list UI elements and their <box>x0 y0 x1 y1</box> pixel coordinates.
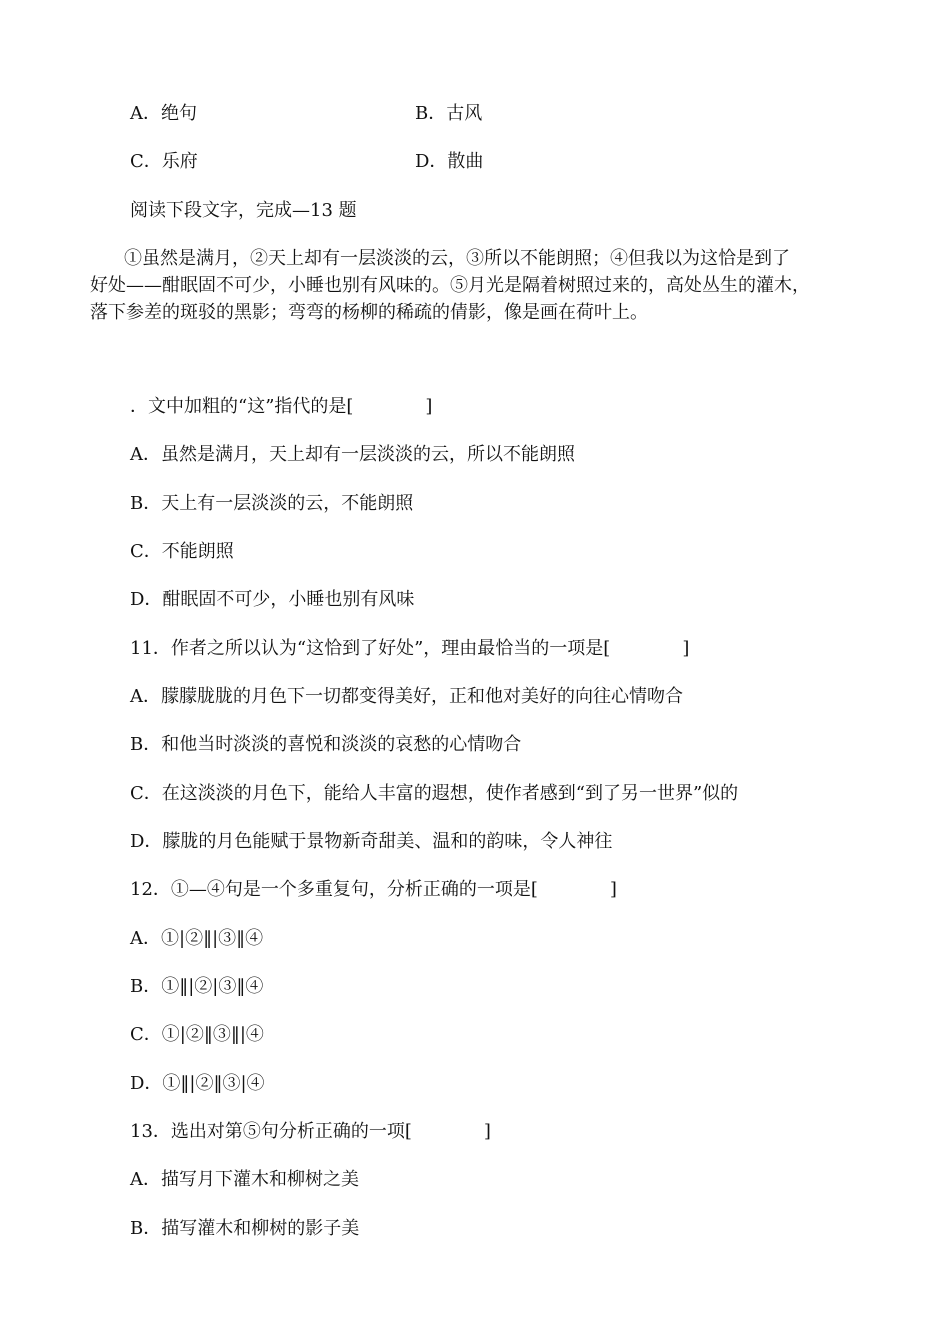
question-12-option-a: A．①|②‖|③‖④ <box>130 928 264 949</box>
reading-instruction: 阅读下段文字，完成—13 题 <box>130 200 357 221</box>
question-10-option-d: D．酣眠固不可少，小睡也别有风味 <box>130 589 415 610</box>
option-d-sanqu: D．散曲 <box>415 151 484 172</box>
question-12-option-c: C．①|②‖③‖|④ <box>130 1024 264 1045</box>
passage-line-2: 好处——酣眠固不可少，小睡也别有风味的。⑤月光是隔着树照过来的，高处丛生的灌木， <box>90 275 810 296</box>
passage-line-1: ①虽然是满月，②天上却有一层淡淡的云，③所以不能朗照；④但我以为这恰是到了 <box>124 248 790 269</box>
question-13-stem: 13．选出对第⑤句分析正确的一项[ ] <box>130 1121 491 1142</box>
question-11-option-a: A．朦朦胧胧的月色下一切都变得美好，正和他对美好的向往心情吻合 <box>130 686 683 707</box>
option-b-gufeng: B．古风 <box>415 103 483 124</box>
question-11-option-c: C．在这淡淡的月色下，能给人丰富的遐想，使作者感到“到了另一世界”似的 <box>130 783 739 804</box>
option-a-jueju: A．绝句 <box>130 103 197 124</box>
question-12-stem: 12．①—④句是一个多重复句，分析正确的一项是[ ] <box>130 879 617 900</box>
question-10-option-c: C．不能朗照 <box>130 541 234 562</box>
question-13-option-a: A．描写月下灌木和柳树之美 <box>130 1169 359 1190</box>
question-13-option-b: B．描写灌木和柳树的影子美 <box>130 1218 360 1239</box>
question-12-option-d: D．①‖|②‖③|④ <box>130 1073 265 1094</box>
passage-line-3: 落下参差的斑驳的黑影；弯弯的杨柳的稀疏的倩影，像是画在荷叶上。 <box>90 302 648 323</box>
question-10-option-a: A．虽然是满月，天上却有一层淡淡的云，所以不能朗照 <box>130 444 575 465</box>
question-11-stem: 11．作者之所以认为“这恰到了好处”，理由最恰当的一项是[ ] <box>130 638 690 659</box>
question-12-option-b: B．①‖|②|③‖④ <box>130 976 264 997</box>
question-11-option-b: B．和他当时淡淡的喜悦和淡淡的哀愁的心情吻合 <box>130 734 522 755</box>
question-10-stem: ．文中加粗的“这”指代的是[ ] <box>130 396 433 417</box>
question-11-option-d: D．朦胧的月色能赋于景物新奇甜美、温和的韵味，令人神往 <box>130 831 613 852</box>
question-10-option-b: B．天上有一层淡淡的云，不能朗照 <box>130 493 414 514</box>
option-c-yuefu: C．乐府 <box>130 151 198 172</box>
